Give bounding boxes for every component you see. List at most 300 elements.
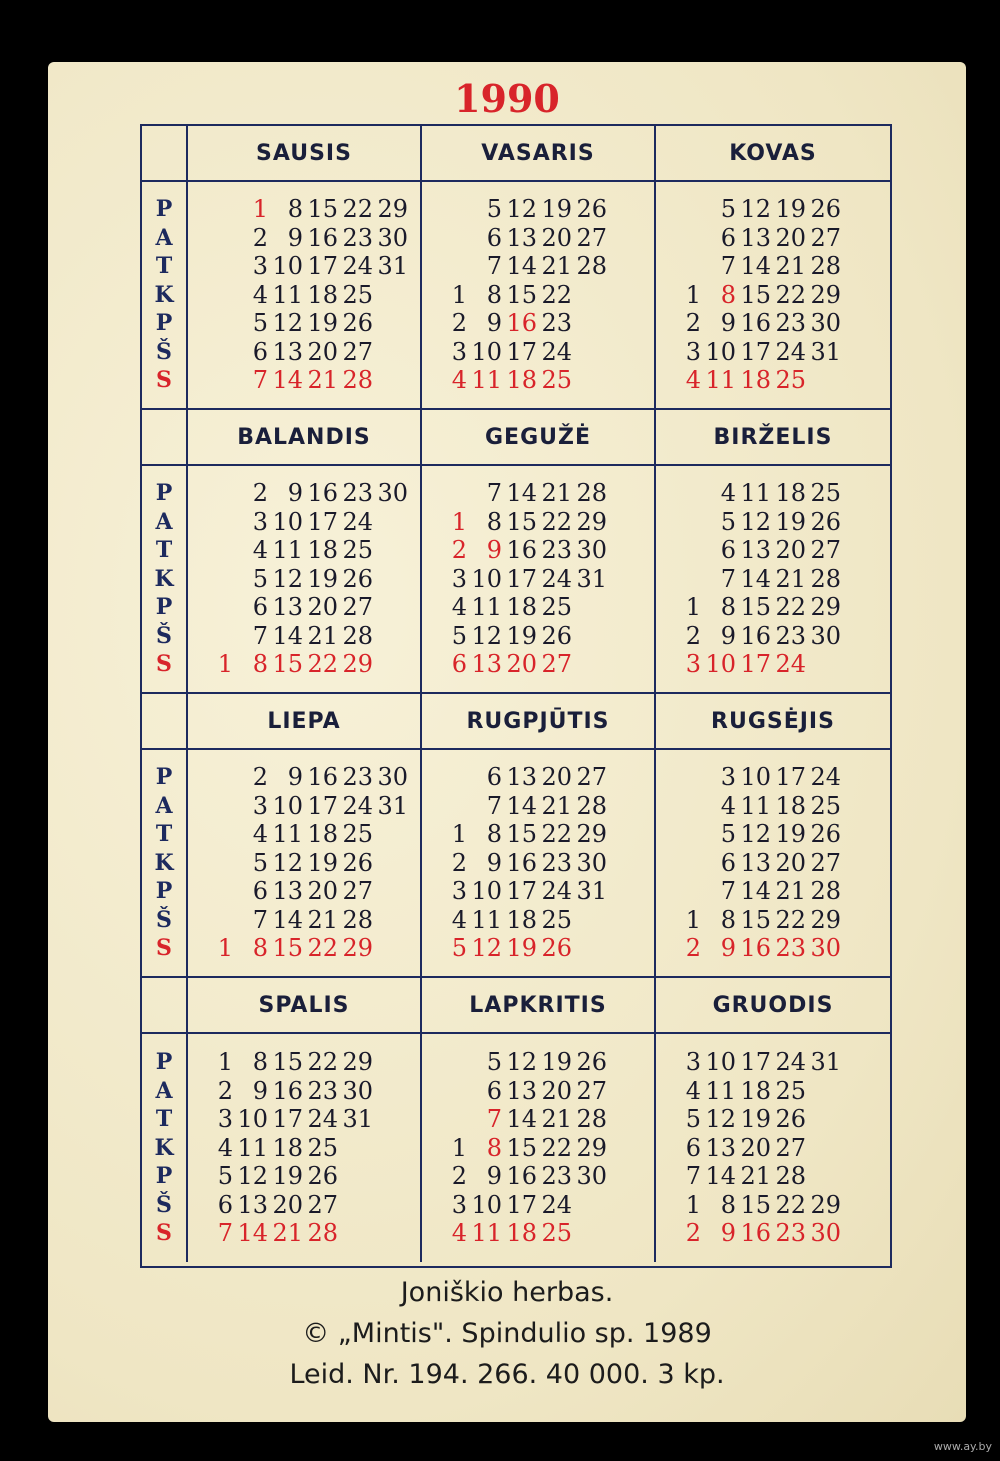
day-number: 8 bbox=[720, 593, 736, 622]
day-number: 29 bbox=[576, 1133, 607, 1162]
day-number: 22 bbox=[541, 1133, 572, 1162]
week-row bbox=[666, 877, 890, 906]
week-row bbox=[198, 1134, 420, 1163]
month-days bbox=[188, 750, 422, 978]
week-row bbox=[666, 622, 890, 651]
day-number: 27 bbox=[576, 762, 607, 791]
day-number: 8 bbox=[486, 820, 502, 849]
week-row bbox=[666, 1134, 890, 1163]
day-number: 12 bbox=[471, 934, 502, 963]
day-number bbox=[666, 763, 701, 792]
day-number bbox=[806, 1077, 841, 1106]
day-number bbox=[572, 1191, 607, 1220]
day-number: 14 bbox=[705, 1162, 736, 1191]
week-row bbox=[432, 309, 654, 338]
day-letter: P bbox=[155, 310, 173, 337]
week-row bbox=[432, 565, 654, 594]
day-number: 2 bbox=[685, 621, 701, 650]
day-number: 9 bbox=[486, 536, 502, 565]
day-number: 22 bbox=[775, 905, 806, 934]
day-number: 30 bbox=[342, 1076, 373, 1105]
day-number: 1 bbox=[451, 507, 467, 536]
day-number: 25 bbox=[775, 366, 806, 395]
day-letter: P bbox=[155, 479, 173, 506]
day-number: 3 bbox=[685, 337, 701, 366]
day-letter: A bbox=[155, 508, 173, 535]
week-row bbox=[666, 593, 890, 622]
week-row bbox=[666, 1048, 890, 1077]
day-number bbox=[666, 195, 701, 224]
day-number: 12 bbox=[471, 621, 502, 650]
day-number: 5 bbox=[252, 564, 268, 593]
day-number bbox=[373, 650, 408, 679]
day-number bbox=[198, 536, 233, 565]
day-number: 7 bbox=[685, 1162, 701, 1191]
day-number bbox=[198, 622, 233, 651]
week-row bbox=[198, 622, 420, 651]
day-number: 7 bbox=[486, 252, 502, 281]
day-number bbox=[373, 536, 408, 565]
day-number: 2 bbox=[451, 1162, 467, 1191]
day-number: 19 bbox=[506, 934, 537, 963]
day-number: 6 bbox=[720, 223, 736, 252]
week-row bbox=[432, 849, 654, 878]
week-row bbox=[198, 224, 420, 253]
month-name: VASARIS bbox=[422, 126, 656, 182]
day-number: 21 bbox=[541, 478, 572, 507]
day-number: 27 bbox=[576, 1076, 607, 1105]
day-number: 28 bbox=[576, 478, 607, 507]
week-row bbox=[198, 877, 420, 906]
day-number bbox=[373, 906, 408, 935]
day-number: 29 bbox=[810, 1190, 841, 1219]
day-number bbox=[373, 281, 408, 310]
day-number: 18 bbox=[775, 791, 806, 820]
day-number bbox=[198, 849, 233, 878]
week-row bbox=[666, 906, 890, 935]
day-number bbox=[572, 593, 607, 622]
day-number: 28 bbox=[810, 564, 841, 593]
month-days bbox=[188, 182, 422, 410]
day-number bbox=[373, 508, 408, 537]
day-number: 9 bbox=[486, 848, 502, 877]
month-days bbox=[422, 466, 656, 694]
day-number: 27 bbox=[307, 1190, 338, 1219]
calendar-card bbox=[48, 62, 966, 1422]
day-number bbox=[572, 366, 607, 395]
day-number bbox=[666, 536, 701, 565]
day-number: 7 bbox=[486, 1105, 502, 1134]
day-number bbox=[432, 1048, 467, 1077]
day-number: 9 bbox=[720, 621, 736, 650]
day-number: 28 bbox=[342, 621, 373, 650]
day-number: 1 bbox=[685, 1190, 701, 1219]
month-days bbox=[656, 750, 890, 978]
week-row bbox=[666, 763, 890, 792]
day-number: 28 bbox=[342, 366, 373, 395]
week-row bbox=[432, 1134, 654, 1163]
day-number bbox=[373, 593, 408, 622]
week-row bbox=[666, 934, 890, 963]
day-number: 12 bbox=[272, 848, 303, 877]
day-number: 10 bbox=[237, 1105, 268, 1134]
day-number: 21 bbox=[307, 621, 338, 650]
day-number bbox=[373, 849, 408, 878]
day-number: 20 bbox=[740, 1133, 771, 1162]
day-number: 29 bbox=[810, 280, 841, 309]
day-number bbox=[198, 309, 233, 338]
day-number: 15 bbox=[740, 905, 771, 934]
day-number: 8 bbox=[252, 934, 268, 963]
day-number bbox=[432, 1105, 467, 1134]
day-number: 28 bbox=[576, 252, 607, 281]
week-row bbox=[198, 906, 420, 935]
day-number bbox=[373, 820, 408, 849]
week-row bbox=[198, 934, 420, 963]
day-number: 30 bbox=[810, 1219, 841, 1248]
day-number: 16 bbox=[307, 223, 338, 252]
day-number: 10 bbox=[705, 1047, 736, 1076]
day-number: 1 bbox=[217, 650, 233, 679]
year-title: 1990 bbox=[454, 76, 560, 121]
day-number: 13 bbox=[471, 650, 502, 679]
week-row bbox=[432, 195, 654, 224]
day-number: 23 bbox=[541, 1162, 572, 1191]
day-number: 31 bbox=[576, 564, 607, 593]
day-number: 4 bbox=[720, 791, 736, 820]
day-number: 12 bbox=[705, 1105, 736, 1134]
day-number: 12 bbox=[272, 309, 303, 338]
day-number bbox=[572, 309, 607, 338]
day-number: 30 bbox=[377, 223, 408, 252]
day-number: 28 bbox=[810, 252, 841, 281]
day-number: 14 bbox=[237, 1219, 268, 1248]
day-number: 31 bbox=[810, 1047, 841, 1076]
day-number: 17 bbox=[506, 337, 537, 366]
day-number: 11 bbox=[272, 536, 303, 565]
month-days bbox=[656, 466, 890, 694]
day-number: 18 bbox=[506, 593, 537, 622]
week-row bbox=[666, 650, 890, 679]
day-number: 28 bbox=[576, 1105, 607, 1134]
day-number: 20 bbox=[307, 337, 338, 366]
day-number: 15 bbox=[272, 1047, 303, 1076]
week-row bbox=[198, 565, 420, 594]
day-number: 10 bbox=[272, 507, 303, 536]
day-number: 19 bbox=[506, 621, 537, 650]
day-number: 9 bbox=[486, 309, 502, 338]
day-number: 11 bbox=[471, 593, 502, 622]
day-number: 17 bbox=[307, 252, 338, 281]
day-number: 10 bbox=[471, 1190, 502, 1219]
day-number: 23 bbox=[541, 309, 572, 338]
month-days bbox=[422, 182, 656, 410]
day-number: 28 bbox=[342, 905, 373, 934]
day-number: 24 bbox=[775, 337, 806, 366]
day-number: 8 bbox=[720, 905, 736, 934]
day-number: 25 bbox=[810, 478, 841, 507]
day-number: 21 bbox=[775, 877, 806, 906]
month-name: KOVAS bbox=[656, 126, 890, 182]
day-number: 21 bbox=[775, 564, 806, 593]
day-number: 23 bbox=[775, 1219, 806, 1248]
day-number: 6 bbox=[451, 650, 467, 679]
day-number: 8 bbox=[720, 1190, 736, 1219]
day-number: 13 bbox=[740, 223, 771, 252]
day-number: 21 bbox=[775, 252, 806, 281]
week-row bbox=[432, 1077, 654, 1106]
day-number: 2 bbox=[217, 1076, 233, 1105]
day-number: 25 bbox=[541, 366, 572, 395]
day-number: 14 bbox=[506, 791, 537, 820]
day-letter: K bbox=[154, 565, 174, 592]
day-number bbox=[432, 224, 467, 253]
day-number bbox=[806, 1105, 841, 1134]
day-number: 13 bbox=[506, 223, 537, 252]
day-number bbox=[198, 877, 233, 906]
day-number: 17 bbox=[272, 1105, 303, 1134]
day-number: 11 bbox=[471, 905, 502, 934]
day-number: 26 bbox=[810, 820, 841, 849]
day-number: 13 bbox=[705, 1133, 736, 1162]
month-days bbox=[422, 750, 656, 978]
week-row bbox=[666, 281, 890, 310]
day-number bbox=[666, 792, 701, 821]
day-number: 23 bbox=[307, 1076, 338, 1105]
day-letter: P bbox=[155, 878, 173, 905]
day-number: 16 bbox=[272, 1076, 303, 1105]
day-number: 29 bbox=[377, 194, 408, 223]
day-number: 2 bbox=[252, 762, 268, 791]
week-row bbox=[432, 281, 654, 310]
day-number: 4 bbox=[451, 366, 467, 395]
day-number: 24 bbox=[775, 650, 806, 679]
day-number: 22 bbox=[541, 280, 572, 309]
day-number: 15 bbox=[272, 650, 303, 679]
day-number: 27 bbox=[810, 848, 841, 877]
day-number: 12 bbox=[506, 194, 537, 223]
day-number: 3 bbox=[685, 1047, 701, 1076]
month-name: BALANDIS bbox=[188, 410, 422, 466]
week-row bbox=[666, 195, 890, 224]
day-number: 26 bbox=[342, 848, 373, 877]
day-number: 3 bbox=[451, 337, 467, 366]
day-number: 31 bbox=[576, 877, 607, 906]
day-letter: P bbox=[155, 763, 173, 790]
day-number bbox=[666, 820, 701, 849]
day-number: 9 bbox=[486, 1162, 502, 1191]
day-letters bbox=[142, 466, 188, 694]
week-row bbox=[432, 792, 654, 821]
day-number: 8 bbox=[252, 650, 268, 679]
day-number bbox=[666, 877, 701, 906]
week-row bbox=[432, 593, 654, 622]
day-number: 19 bbox=[740, 1105, 771, 1134]
day-number: 15 bbox=[307, 194, 338, 223]
week-row bbox=[198, 1077, 420, 1106]
day-number: 19 bbox=[541, 194, 572, 223]
day-number: 13 bbox=[740, 536, 771, 565]
day-number: 7 bbox=[486, 478, 502, 507]
day-number bbox=[198, 195, 233, 224]
day-number: 2 bbox=[252, 478, 268, 507]
day-number bbox=[338, 1134, 373, 1163]
day-number bbox=[666, 849, 701, 878]
day-letter: S bbox=[156, 1220, 172, 1247]
day-letter: T bbox=[155, 821, 173, 848]
day-number bbox=[806, 1134, 841, 1163]
day-number: 26 bbox=[541, 621, 572, 650]
day-number: 5 bbox=[217, 1162, 233, 1191]
day-number: 3 bbox=[685, 650, 701, 679]
day-number: 28 bbox=[810, 877, 841, 906]
day-number: 15 bbox=[506, 280, 537, 309]
day-number: 4 bbox=[252, 280, 268, 309]
day-number: 6 bbox=[720, 848, 736, 877]
day-number: 24 bbox=[775, 1047, 806, 1076]
day-number: 18 bbox=[307, 536, 338, 565]
day-number: 30 bbox=[810, 309, 841, 338]
watermark: www.ay.by bbox=[933, 1440, 992, 1453]
day-letter: S bbox=[156, 935, 172, 962]
week-row bbox=[666, 479, 890, 508]
day-number: 4 bbox=[451, 593, 467, 622]
day-number: 18 bbox=[506, 905, 537, 934]
day-number: 12 bbox=[272, 564, 303, 593]
day-number bbox=[572, 906, 607, 935]
day-number: 24 bbox=[541, 877, 572, 906]
day-number: 7 bbox=[720, 252, 736, 281]
footer-line-2: © „Mintis". Spindulio sp. 1989 bbox=[302, 1318, 712, 1349]
day-number: 10 bbox=[471, 337, 502, 366]
day-number: 16 bbox=[740, 934, 771, 963]
week-row bbox=[432, 1162, 654, 1191]
day-number bbox=[198, 565, 233, 594]
week-row bbox=[432, 1105, 654, 1134]
day-number: 17 bbox=[506, 877, 537, 906]
day-number: 2 bbox=[685, 1219, 701, 1248]
day-number: 16 bbox=[307, 762, 338, 791]
day-number: 15 bbox=[506, 820, 537, 849]
day-number: 27 bbox=[775, 1133, 806, 1162]
day-number: 9 bbox=[252, 1076, 268, 1105]
day-number: 12 bbox=[237, 1162, 268, 1191]
day-number: 4 bbox=[451, 905, 467, 934]
day-number: 9 bbox=[720, 934, 736, 963]
day-letter: T bbox=[155, 253, 173, 280]
day-number: 26 bbox=[342, 564, 373, 593]
day-number: 11 bbox=[237, 1133, 268, 1162]
day-number: 16 bbox=[307, 478, 338, 507]
week-row bbox=[432, 1191, 654, 1220]
day-number: 12 bbox=[740, 507, 771, 536]
day-number: 23 bbox=[541, 848, 572, 877]
day-number: 29 bbox=[810, 905, 841, 934]
day-number: 29 bbox=[576, 507, 607, 536]
day-number: 9 bbox=[720, 309, 736, 338]
day-number bbox=[198, 508, 233, 537]
day-number: 5 bbox=[451, 934, 467, 963]
day-number: 19 bbox=[541, 1047, 572, 1076]
day-number bbox=[373, 565, 408, 594]
day-number: 18 bbox=[506, 1219, 537, 1248]
day-number: 3 bbox=[451, 877, 467, 906]
day-number: 30 bbox=[576, 1162, 607, 1191]
day-number: 26 bbox=[576, 1047, 607, 1076]
day-number bbox=[806, 650, 841, 679]
day-number: 17 bbox=[740, 1047, 771, 1076]
month-name: GEGUŽĖ bbox=[422, 410, 656, 466]
day-number: 17 bbox=[740, 337, 771, 366]
week-row bbox=[198, 1191, 420, 1220]
week-row bbox=[666, 252, 890, 281]
day-number bbox=[806, 366, 841, 395]
week-row bbox=[198, 763, 420, 792]
day-number: 22 bbox=[775, 280, 806, 309]
day-number: 5 bbox=[720, 194, 736, 223]
day-number: 22 bbox=[541, 507, 572, 536]
day-number: 22 bbox=[342, 194, 373, 223]
day-number: 9 bbox=[287, 762, 303, 791]
day-number: 8 bbox=[486, 1133, 502, 1162]
day-letters bbox=[142, 750, 188, 978]
day-number bbox=[198, 820, 233, 849]
day-number: 24 bbox=[342, 507, 373, 536]
day-number: 18 bbox=[272, 1133, 303, 1162]
day-number: 27 bbox=[541, 650, 572, 679]
day-number: 27 bbox=[342, 337, 373, 366]
day-number: 10 bbox=[272, 252, 303, 281]
month-days bbox=[656, 182, 890, 410]
day-number bbox=[373, 934, 408, 963]
day-number: 19 bbox=[307, 848, 338, 877]
week-row bbox=[198, 1105, 420, 1134]
footer-line-3: Leid. Nr. 194. 266. 40 000. 3 kp. bbox=[289, 1359, 725, 1390]
day-number: 20 bbox=[541, 223, 572, 252]
day-letter: P bbox=[155, 195, 173, 222]
footer bbox=[48, 1272, 966, 1395]
day-number: 12 bbox=[740, 820, 771, 849]
day-number: 17 bbox=[307, 507, 338, 536]
day-number bbox=[338, 1162, 373, 1191]
week-row bbox=[198, 281, 420, 310]
month-name: SAUSIS bbox=[188, 126, 422, 182]
month-name: RUGPJŪTIS bbox=[422, 694, 656, 750]
day-number: 18 bbox=[775, 478, 806, 507]
day-number: 16 bbox=[740, 309, 771, 338]
day-letters bbox=[142, 182, 188, 410]
day-number bbox=[198, 593, 233, 622]
day-number: 4 bbox=[451, 1219, 467, 1248]
day-number: 18 bbox=[506, 366, 537, 395]
day-number: 3 bbox=[252, 252, 268, 281]
day-number: 1 bbox=[685, 593, 701, 622]
day-number: 17 bbox=[307, 791, 338, 820]
day-number: 29 bbox=[810, 593, 841, 622]
day-number bbox=[198, 792, 233, 821]
day-number: 22 bbox=[775, 593, 806, 622]
month-name: RUGSĖJIS bbox=[656, 694, 890, 750]
day-number: 20 bbox=[272, 1190, 303, 1219]
day-number: 13 bbox=[272, 593, 303, 622]
day-number bbox=[432, 252, 467, 281]
day-number: 20 bbox=[775, 848, 806, 877]
day-number bbox=[338, 1191, 373, 1220]
week-row bbox=[198, 479, 420, 508]
day-number: 30 bbox=[377, 478, 408, 507]
week-row bbox=[666, 820, 890, 849]
day-number: 22 bbox=[775, 1190, 806, 1219]
